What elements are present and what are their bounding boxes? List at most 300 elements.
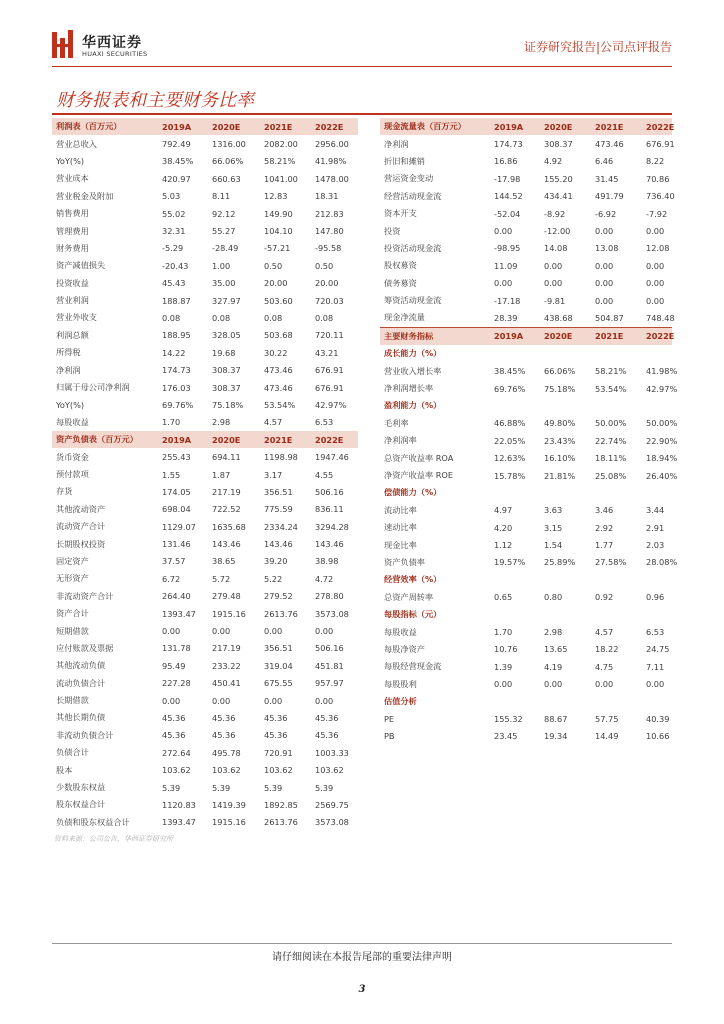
table-row — [52, 414, 358, 431]
value-cell: 5.22 — [264, 573, 283, 584]
value-cell: 308.37 — [212, 365, 241, 376]
table-row — [52, 518, 358, 535]
value-cell: 1.39 — [494, 661, 513, 672]
value-cell: 92.12 — [212, 208, 236, 219]
value-cell: 22.74% — [595, 435, 627, 446]
legal-disclaimer-note: 请仔细阅读在本报告尾部的重要法律声明 — [272, 952, 452, 963]
value-cell: 18.22 — [595, 644, 619, 655]
table-row — [52, 605, 358, 622]
table-row — [380, 292, 672, 309]
row-label-cell: YoY(%) — [56, 156, 85, 167]
value-cell: -17.18 — [494, 295, 521, 306]
value-cell: 503.60 — [264, 295, 293, 306]
table-row — [52, 622, 358, 639]
row-label-cell: 速动比率 — [384, 522, 417, 533]
value-cell: 676.91 — [646, 139, 675, 150]
value-cell: 1947.46 — [315, 452, 349, 463]
table-row — [52, 692, 358, 709]
value-cell: 5.39 — [315, 782, 334, 793]
value-cell: 279.48 — [212, 591, 241, 602]
value-cell: 0.00 — [646, 295, 665, 306]
value-cell: 3573.08 — [315, 817, 349, 828]
value-cell: 4.57 — [595, 627, 614, 638]
value-cell: 2.98 — [212, 417, 231, 428]
value-cell: -95.58 — [315, 243, 342, 254]
value-cell: 2020E — [540, 118, 591, 135]
value-cell: 50.00% — [595, 418, 627, 429]
value-cell: 3573.08 — [315, 608, 349, 619]
table-row — [380, 135, 672, 152]
value-cell — [490, 345, 540, 362]
value-cell: -98.95 — [494, 243, 521, 254]
value-cell: 176.03 — [162, 382, 191, 393]
row-label-cell: 负债合计 — [56, 747, 89, 758]
table-row — [52, 275, 358, 292]
table-row — [52, 779, 358, 796]
value-cell: 174.05 — [162, 486, 191, 497]
row-label-cell: 管理费用 — [56, 225, 89, 236]
table-row — [380, 449, 672, 466]
value-cell: 45.36 — [212, 712, 236, 723]
value-cell: 5.03 — [162, 191, 181, 202]
value-cell: 0.00 — [264, 626, 283, 637]
row-label-cell: 资产减值损失 — [56, 260, 106, 271]
value-cell: 22.90% — [646, 435, 678, 446]
table-row — [52, 170, 358, 187]
row-label-cell: 经营活动现金流 — [384, 190, 442, 201]
table-row — [52, 675, 358, 692]
table-row — [52, 344, 358, 361]
row-label-cell: 盈利能力（%） — [384, 400, 442, 411]
value-cell: 0.50 — [264, 260, 283, 271]
row-label-cell: 每股指标（元） — [384, 609, 442, 620]
value-cell: 4.72 — [315, 573, 334, 584]
value-cell: 2019A — [158, 431, 208, 448]
table-row — [380, 170, 672, 187]
value-cell: 255.43 — [162, 452, 191, 463]
table-row — [380, 641, 672, 658]
value-cell — [540, 397, 591, 414]
table-row — [380, 362, 672, 379]
value-cell: 25.89% — [544, 557, 576, 568]
value-cell: 22.05% — [494, 435, 526, 446]
value-cell: 2019A — [158, 118, 208, 135]
table-row — [52, 257, 358, 274]
value-cell: 1915.16 — [212, 608, 246, 619]
value-cell: 174.73 — [494, 139, 523, 150]
value-cell: 104.10 — [264, 226, 293, 237]
value-cell: 1915.16 — [212, 817, 246, 828]
row-label-cell: 资产合计 — [56, 608, 89, 619]
value-cell: 19.68 — [212, 347, 236, 358]
table-row — [52, 570, 358, 587]
value-cell: -6.92 — [595, 208, 617, 219]
table-row — [380, 380, 672, 397]
value-cell: 38.45% — [494, 366, 526, 377]
value-cell: 2956.00 — [315, 139, 349, 150]
value-cell: 14.22 — [162, 347, 186, 358]
value-cell: 0.00 — [595, 295, 614, 306]
row-label-cell: 毛利率 — [384, 417, 409, 428]
row-label-cell: 无形资产 — [56, 573, 89, 584]
value-cell: 28.39 — [494, 312, 518, 323]
value-cell: -9.81 — [544, 295, 566, 306]
table-row — [380, 467, 672, 484]
value-cell: 2021E — [260, 431, 311, 448]
value-cell: 0.00 — [646, 260, 665, 271]
table-header-row — [52, 118, 358, 135]
row-label-cell: 资产负债表（百万元） — [52, 431, 158, 448]
value-cell: -57.21 — [264, 243, 291, 254]
value-cell: 188.95 — [162, 330, 191, 341]
value-cell: 41.98% — [315, 156, 347, 167]
value-cell: 2082.00 — [264, 139, 298, 150]
value-cell: 2021E — [591, 327, 642, 345]
value-cell: 720.03 — [315, 295, 344, 306]
row-label-cell: 每股经营现金流 — [384, 661, 442, 672]
value-cell: 2022E — [642, 118, 672, 135]
table-row — [380, 728, 672, 745]
value-cell: 57.75 — [595, 713, 619, 724]
value-cell: 356.51 — [264, 643, 293, 654]
value-cell: -17.98 — [494, 173, 521, 184]
row-label-cell: 利润表（百万元） — [52, 118, 158, 135]
huaxi-logo-icon — [52, 30, 74, 58]
row-label-cell: 投资收益 — [56, 277, 89, 288]
row-label-cell: 非流动资产合计 — [56, 590, 114, 601]
table-subheader-row — [380, 693, 672, 710]
value-cell: 1316.00 — [212, 139, 246, 150]
value-cell: 66.06% — [544, 366, 576, 377]
value-cell: 420.97 — [162, 173, 191, 184]
value-cell: 26.40% — [646, 470, 678, 481]
value-cell: 45.43 — [162, 278, 186, 289]
value-cell: 227.28 — [162, 678, 191, 689]
value-cell: 14.08 — [544, 243, 568, 254]
value-cell: 95.49 — [162, 660, 186, 671]
value-cell: 2020E — [540, 327, 591, 345]
value-cell: 264.40 — [162, 591, 191, 602]
value-cell: 20.00 — [315, 278, 339, 289]
row-label-cell: 现金流量表（百万元） — [380, 118, 490, 135]
value-cell: 279.52 — [264, 591, 293, 602]
value-cell: 149.90 — [264, 208, 293, 219]
value-cell: 43.21 — [315, 347, 339, 358]
value-cell: 0.00 — [494, 278, 513, 289]
value-cell — [591, 484, 642, 501]
table-row — [52, 222, 358, 239]
logo-english-name: HUAXI SECURITIES — [82, 50, 148, 58]
value-cell: 5.39 — [162, 782, 181, 793]
value-cell: 0.00 — [212, 695, 231, 706]
row-label-cell: 每股收益 — [384, 626, 417, 637]
value-cell: 0.92 — [595, 592, 614, 603]
value-cell: 450.41 — [212, 678, 241, 689]
row-label-cell: 成长能力（%） — [384, 348, 442, 359]
value-cell: 41.98% — [646, 366, 678, 377]
row-label-cell: 每股收益 — [56, 416, 89, 427]
table-subheader-row — [380, 484, 672, 501]
value-cell: 272.64 — [162, 747, 191, 758]
value-cell: 2613.76 — [264, 608, 298, 619]
row-label-cell: 投资活动现金流 — [384, 242, 442, 253]
table-header-row — [380, 118, 672, 135]
table-row — [380, 257, 672, 274]
value-cell: 103.62 — [212, 765, 241, 776]
table-row — [52, 483, 358, 500]
row-label-cell: 其他长期负债 — [56, 712, 106, 723]
value-cell — [591, 397, 642, 414]
value-cell: 75.18% — [544, 383, 576, 394]
table-row — [52, 327, 358, 344]
row-label-cell: 股东权益合计 — [56, 799, 106, 810]
row-label-cell: 销售费用 — [56, 208, 89, 219]
row-label-cell: 筹资活动现金流 — [384, 295, 442, 306]
table-row — [380, 519, 672, 536]
value-cell: 438.68 — [544, 312, 573, 323]
value-cell — [642, 484, 672, 501]
value-cell: 1393.47 — [162, 608, 196, 619]
value-cell: 0.08 — [162, 312, 181, 323]
value-cell: 8.11 — [212, 191, 231, 202]
table-row — [52, 135, 358, 152]
value-cell: 53.54% — [264, 399, 296, 410]
row-label-cell: 营业外收支 — [56, 312, 97, 323]
row-label-cell: 非流动负债合计 — [56, 729, 114, 740]
value-cell: 19.57% — [494, 557, 526, 568]
table-row — [380, 188, 672, 205]
value-cell: 35.00 — [212, 278, 236, 289]
row-label-cell: 净利润 — [384, 138, 409, 149]
value-cell: 155.32 — [494, 713, 523, 724]
table-row — [52, 501, 358, 518]
value-cell: 1892.85 — [264, 799, 298, 810]
value-cell: -28.49 — [212, 243, 239, 254]
row-label-cell: 短期借款 — [56, 625, 89, 636]
value-cell: 18.11% — [595, 453, 627, 464]
value-cell: -52.04 — [494, 208, 521, 219]
row-label-cell: 债务募资 — [384, 277, 417, 288]
row-label-cell: 总资产收益率 ROA — [384, 452, 454, 463]
value-cell: 58.21% — [595, 366, 627, 377]
table-subheader-row — [380, 345, 672, 362]
value-cell: 88.67 — [544, 713, 568, 724]
value-cell: 23.45 — [494, 731, 518, 742]
value-cell — [642, 345, 672, 362]
value-cell: 40.39 — [646, 713, 670, 724]
value-cell: 38.65 — [212, 556, 236, 567]
value-cell: 3.15 — [544, 522, 563, 533]
row-label-cell: 流动比率 — [384, 504, 417, 515]
table-header-row — [52, 431, 358, 448]
value-cell: 32.31 — [162, 226, 186, 237]
table-row — [380, 589, 672, 606]
value-cell: 0.00 — [264, 695, 283, 706]
value-cell: -8.92 — [544, 208, 566, 219]
value-cell: 69.76% — [494, 383, 526, 394]
value-cell: 2019A — [490, 118, 540, 135]
value-cell: 31.45 — [595, 173, 619, 184]
row-label-cell: 现金净流量 — [384, 312, 425, 323]
value-cell: 1003.33 — [315, 747, 349, 758]
value-cell: 25.08% — [595, 470, 627, 481]
value-cell: 45.36 — [264, 730, 288, 741]
value-cell: 722.52 — [212, 504, 241, 515]
table-row — [52, 361, 358, 378]
value-cell: 20.00 — [264, 278, 288, 289]
table-row — [52, 761, 358, 778]
table-row — [52, 796, 358, 813]
value-cell: -7.92 — [646, 208, 668, 219]
value-cell: 957.97 — [315, 678, 344, 689]
value-cell: 0.00 — [315, 695, 334, 706]
value-cell: 188.87 — [162, 295, 191, 306]
value-cell: 4.97 — [494, 505, 513, 516]
value-cell: 748.48 — [646, 312, 675, 323]
value-cell: 55.27 — [212, 226, 236, 237]
value-cell: 0.00 — [595, 226, 614, 237]
value-cell: 144.52 — [494, 191, 523, 202]
value-cell: 736.40 — [646, 191, 675, 202]
value-cell — [642, 693, 672, 710]
value-cell: 0.00 — [494, 679, 513, 690]
value-cell: 356.51 — [264, 486, 293, 497]
row-label-cell: 营业税金及附加 — [56, 190, 114, 201]
value-cell: 2022E — [642, 327, 672, 345]
value-cell — [642, 606, 672, 623]
cashflow-and-ratios-table — [380, 118, 678, 745]
row-label-cell: 偿债能力（%） — [384, 487, 442, 498]
value-cell: 506.16 — [315, 486, 344, 497]
table-row — [52, 188, 358, 205]
value-cell: 45.36 — [264, 712, 288, 723]
value-cell: 1.12 — [494, 540, 513, 551]
value-cell: 0.00 — [212, 626, 231, 637]
page-number: 3 — [358, 984, 366, 995]
row-label-cell: 资本开支 — [384, 208, 417, 219]
value-cell: 10.66 — [646, 731, 670, 742]
table-row — [52, 240, 358, 257]
row-label-cell: 投资 — [384, 225, 401, 236]
table-row — [380, 309, 672, 327]
value-cell: 1.00 — [212, 260, 231, 271]
value-cell: 8.22 — [646, 156, 665, 167]
row-label-cell: 流动资产合计 — [56, 521, 106, 532]
row-label-cell: 少数股东权益 — [56, 782, 106, 793]
value-cell: 792.49 — [162, 139, 191, 150]
value-cell: 1.54 — [544, 540, 563, 551]
value-cell: 308.37 — [544, 139, 573, 150]
value-cell: 13.08 — [595, 243, 619, 254]
value-cell: 2021E — [260, 118, 311, 135]
value-cell: 3.17 — [264, 469, 283, 480]
row-label-cell: 负债和股东权益合计 — [56, 816, 130, 827]
value-cell: 75.18% — [212, 399, 244, 410]
row-label-cell: 流动负债合计 — [56, 677, 106, 688]
value-cell: 5.72 — [212, 573, 231, 584]
table-row — [380, 658, 672, 675]
value-cell: 38.98 — [315, 556, 339, 567]
value-cell: 0.08 — [315, 312, 334, 323]
value-cell: 23.43% — [544, 435, 576, 446]
value-cell: 21.81% — [544, 470, 576, 481]
value-cell: 495.78 — [212, 747, 241, 758]
row-label-cell: 固定资产 — [56, 555, 89, 566]
value-cell — [490, 397, 540, 414]
value-cell: 491.79 — [595, 191, 624, 202]
value-cell: 660.63 — [212, 173, 241, 184]
section-divider — [52, 113, 672, 115]
value-cell: 473.46 — [264, 382, 293, 393]
value-cell: 1120.83 — [162, 799, 196, 810]
value-cell: 27.58% — [595, 557, 627, 568]
table-row — [380, 432, 672, 449]
footer-divider — [52, 943, 672, 944]
row-label-cell: 股权募资 — [384, 260, 417, 271]
value-cell: 836.11 — [315, 504, 344, 515]
value-cell: 15.78% — [494, 470, 526, 481]
value-cell: 70.86 — [646, 173, 670, 184]
value-cell: 0.00 — [544, 679, 563, 690]
table-row — [380, 623, 672, 640]
table-row — [52, 657, 358, 674]
row-label-cell: 营运资金变动 — [384, 173, 434, 184]
table-row — [52, 727, 358, 744]
row-label-cell: 营业收入增长率 — [384, 365, 442, 376]
value-cell: 2022E — [311, 118, 358, 135]
value-cell: 0.00 — [315, 626, 334, 637]
value-cell: 0.00 — [544, 260, 563, 271]
value-cell — [540, 693, 591, 710]
value-cell: 2569.75 — [315, 799, 349, 810]
value-cell: 328.05 — [212, 330, 241, 341]
income-and-balance-sheet-table — [52, 118, 358, 831]
section-title: 财务报表和主要财务比率 — [56, 90, 254, 111]
row-label-cell: 估值分析 — [384, 696, 417, 707]
value-cell: 217.19 — [212, 486, 241, 497]
value-cell: 55.02 — [162, 208, 186, 219]
table-subheader-row — [380, 397, 672, 414]
value-cell: 103.62 — [315, 765, 344, 776]
value-cell: 143.46 — [315, 539, 344, 550]
value-cell — [490, 571, 540, 588]
value-cell: 45.36 — [162, 730, 186, 741]
value-cell: 66.06% — [212, 156, 244, 167]
value-cell: 676.91 — [315, 382, 344, 393]
value-cell: 1.70 — [494, 627, 513, 638]
logo-chinese-name: 华西证券 — [82, 35, 142, 51]
value-cell: 2.98 — [544, 627, 563, 638]
value-cell: 50.00% — [646, 418, 678, 429]
value-cell: 504.87 — [595, 312, 624, 323]
value-cell: 0.00 — [162, 695, 181, 706]
value-cell: 14.49 — [595, 731, 619, 742]
row-label-cell: 净利润率 — [384, 435, 417, 446]
value-cell: 1.70 — [162, 417, 181, 428]
value-cell: 45.36 — [212, 730, 236, 741]
row-label-cell: 存货 — [56, 486, 73, 497]
table-header-row — [380, 327, 672, 345]
row-label-cell: 每股股利 — [384, 678, 417, 689]
value-cell: 16.10% — [544, 453, 576, 464]
value-cell: 278.80 — [315, 591, 344, 602]
row-label-cell: YoY(%) — [56, 399, 85, 410]
value-cell: 2019A — [490, 327, 540, 345]
value-cell — [591, 345, 642, 362]
table-row — [52, 309, 358, 326]
value-cell: 3.44 — [646, 505, 665, 516]
value-cell: 18.31 — [315, 191, 339, 202]
